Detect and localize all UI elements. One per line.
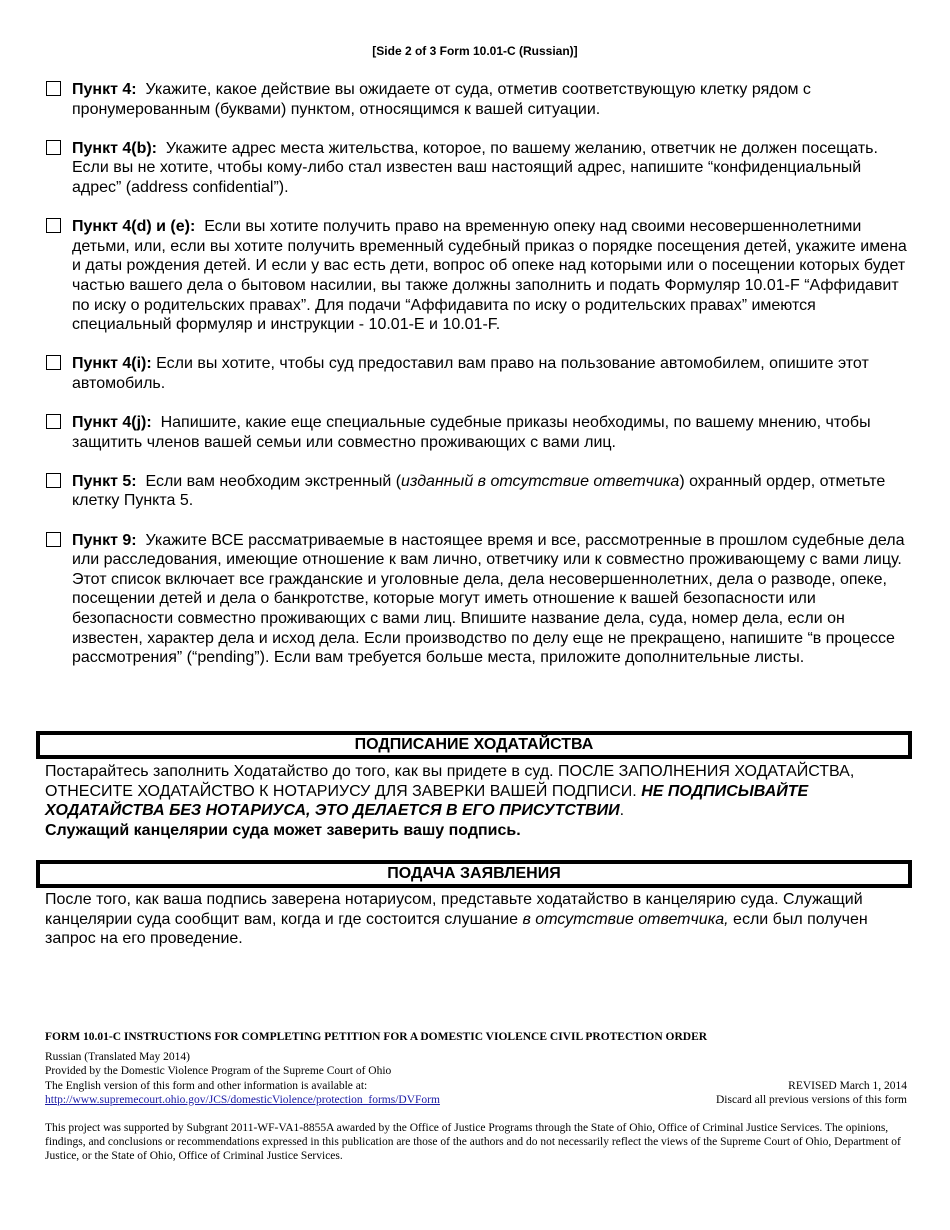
item-label: Пункт 4(i):: [72, 355, 152, 373]
item-label: Пункт 4:: [72, 81, 137, 98]
filing-section-text: [45, 890, 907, 949]
item-4j: [46, 413, 908, 452]
signing-text: Постарайтесь заполнить Ходатайство до того, как вы придете в суд. ПОСЛЕ ЗАПОЛНЕНИЯ ХОДАТАЙСТВА, ОТНЕСИТЕ ХОДАТАЙСТВО К НОТАРИУСУ ДЛЯ ЗАВЕРКИ ВАШЕЙ ПОДПИСИ.: [45, 763, 855, 800]
checkbox[interactable]: [46, 218, 61, 233]
item-text: ) охранный ордер, отметьте клетку Пункта 5.: [72, 472, 886, 510]
footer-row-url: [45, 1093, 907, 1107]
footer-translated: Russian (Translated May 2014): [45, 1051, 190, 1064]
footer-support-notice: This project was supported by Subgrant 2011-WF-VA1-8855A awarded by the Office of Justice Programs through the State of Ohio, Office of Criminal Justice Services. The opinions, findings, and conclusions or recommendations expressed in this publication are those of the authors and do not necessarily reflect the views of the Supreme Court of Ohio, Department of Justice, or the State of Ohio, Office of Criminal Justice Services.: [45, 1122, 901, 1163]
item-label: Пункт 4(j):: [72, 414, 152, 432]
item-5: [46, 472, 908, 511]
filing-section-title: ПОДАЧА ЗАЯВЛЕНИЯ: [36, 860, 912, 888]
signing-clerk-note: Служащий канцелярии суда может заверить вашу подпись.: [45, 821, 521, 839]
item-label: Пункт 4(d) и (e):: [72, 218, 196, 236]
checkbox[interactable]: [46, 532, 61, 547]
footer-english-version: The English version of this form and other information is available at:: [45, 1079, 368, 1092]
item-4b: [46, 139, 908, 198]
checkbox[interactable]: [46, 414, 61, 429]
item-text: Если вы хотите получить право на временную опеку над своими несовершеннолетними детьми, или, если вы хотите получить временный судебный приказ о порядке посещения детей, укажите имена и даты рождения детей. И если у вас есть дети, вопрос об опеке над которыми или о посещении которых будет частью вашего дела о бытовом насилии, вы также должны заполнить и подать Формуляр 10.01-F “Аффидавит по иску о родительских правах”. Для подачи “Аффидавита по иску о родительских правах” имеются специальный формуляр и инструкции - 10.01-E и 10.01-F.: [72, 218, 907, 334]
checkbox[interactable]: [46, 140, 61, 155]
signing-section-text: [45, 762, 907, 840]
item-label: Пункт 5:: [72, 472, 137, 490]
signing-period: .: [619, 802, 625, 820]
item-text-italic: изданный в отсутствие ответчика: [401, 472, 680, 490]
footer-provided-by: Provided by the Domestic Violence Program of the Supreme Court of Ohio: [45, 1065, 392, 1078]
footer-row-english: [45, 1079, 907, 1093]
filing-text: если был получен запрос на его проведение.: [45, 910, 868, 948]
signing-warning: НЕ ПОДПИСЫВАЙТЕ ХОДАТАЙСТВА БЕЗ НОТАРИУСА, ЭТО ДЕЛАЕТСЯ В ЕГО ПРИСУТСТВИИ: [45, 782, 809, 820]
item-4d-e: [46, 217, 908, 335]
item-text: Напишите, какие еще специальные судебные приказы необходимы, по вашему мнению, чтобы защитить членов вашей семьи или совместно проживающих с вами лиц.: [72, 414, 871, 451]
side-header: [Side 2 of 3 Form 10.01-C (Russian)]: [372, 44, 578, 58]
footer-discard: Discard all previous versions of this form: [716, 1093, 907, 1106]
footer-url-link[interactable]: http://www.supremecourt.ohio.gov/JCS/domesticViolence/protection_forms/DVForm: [45, 1093, 440, 1106]
checkbox[interactable]: [46, 81, 61, 96]
instruction-items: [46, 80, 908, 687]
item-label: Пункт 9:: [72, 531, 137, 549]
item-4: [46, 80, 908, 119]
footer-form-title: FORM 10.01-C INSTRUCTIONS FOR COMPLETING PETITION FOR A DOMESTIC VIOLENCE CIVIL PROTECTION ORDER: [45, 1031, 708, 1043]
footer: [45, 1030, 907, 1164]
checkbox[interactable]: [46, 355, 61, 370]
item-4i: [46, 354, 908, 393]
signing-section-title: ПОДПИСАНИЕ ХОДАТАЙСТВА: [36, 731, 912, 759]
item-text: Если вам необходим экстренный (: [145, 472, 402, 490]
item-text: Укажите, какое действие вы ожидаете от суда, отметив соответствующую клетку рядом с пронумерованным (буквами) пунктом, относящимся к вашей ситуации.: [72, 81, 811, 118]
item-label: Пункт 4(b):: [72, 139, 158, 157]
checkbox[interactable]: [46, 473, 61, 488]
item-9: [46, 531, 908, 668]
item-text: Если вы хотите, чтобы суд предоставил вам право на пользование автомобилем, опишите этот автомобиль.: [72, 355, 869, 392]
item-text: Укажите адрес места жительства, которое, по вашему желанию, ответчик не должен посещать. Если вы не хотите, чтобы кому-либо стал известен ваш настоящий адрес, напишите “конфиденциальный адрес” (address confidential”).: [72, 139, 878, 196]
filing-text: После того, как ваша подпись заверена нотариусом, представьте ходатайство в канцелярию суда. Служащий канцелярии суда сообщит вам, когда и где состоится слушание: [45, 891, 863, 928]
filing-text-italic: в отсутствие ответчика,: [522, 910, 729, 928]
item-text: Укажите ВСЕ рассматриваемые в настоящее время и все, рассмотренные в прошлом судебные дела или расследования, имеющие отношение к вам лично, ответчику или к совместно проживающему с вами лицу. Этот список включает все гражданские и уголовные дела, дела несовершеннолетних, дела о разводе, опеке, посещении детей и дела о банкротстве, которые могут иметь отношение к вашей безопасности или безопасности совместно проживающих с вами лиц. Впишите название дела, суда, номер дела, если он известен, характер дела и исход дела. Если производство по делу еще не прекращено, напишите “в процессе рассмотрения” (“pending”). Если вам требуется больше места, приложите дополнительные листы.: [72, 531, 905, 667]
footer-revised: REVISED March 1, 2014: [788, 1079, 907, 1092]
